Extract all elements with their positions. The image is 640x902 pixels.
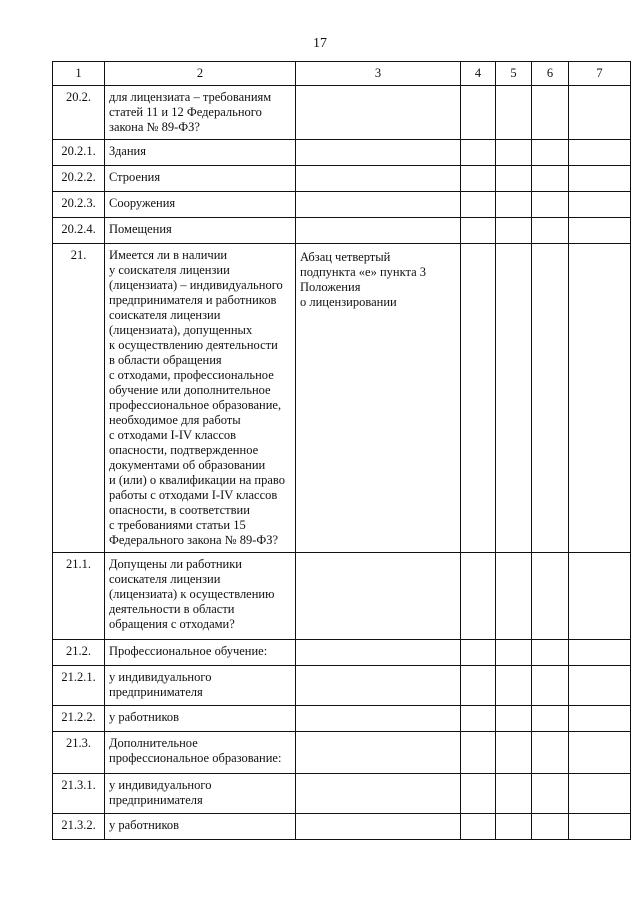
- empty-cell: [461, 140, 496, 166]
- table-row: [53, 166, 631, 192]
- item-question: Строения: [105, 166, 296, 192]
- item-reference: [296, 814, 461, 840]
- table-row: [53, 814, 631, 840]
- empty-cell: [532, 640, 569, 666]
- item-number: 20.2.4.: [53, 218, 105, 244]
- item-reference: [296, 553, 461, 640]
- item-reference: [296, 640, 461, 666]
- empty-cell: [569, 774, 631, 814]
- empty-cell: [496, 774, 532, 814]
- header-cell-col1: 1: [53, 62, 105, 86]
- checklist-table: [52, 61, 631, 840]
- empty-cell: [461, 732, 496, 774]
- empty-cell: [532, 86, 569, 140]
- empty-cell: [496, 640, 532, 666]
- empty-cell: [532, 814, 569, 840]
- empty-cell: [532, 166, 569, 192]
- item-number: 21.2.: [53, 640, 105, 666]
- item-number: 21.3.1.: [53, 774, 105, 814]
- empty-cell: [569, 86, 631, 140]
- table-row: [53, 192, 631, 218]
- table-row: [53, 666, 631, 706]
- header-cell-col2: 2: [105, 62, 296, 86]
- header-cell-col5: 5: [496, 62, 532, 86]
- empty-cell: [496, 244, 532, 553]
- empty-cell: [461, 640, 496, 666]
- empty-cell: [496, 553, 532, 640]
- item-number: 20.2.2.: [53, 166, 105, 192]
- item-reference: [296, 732, 461, 774]
- item-question: для лицензиата – требованиям статей 11 и 12 Федерального закона № 89-ФЗ?: [105, 86, 296, 140]
- empty-cell: [532, 244, 569, 553]
- empty-cell: [496, 666, 532, 706]
- empty-cell: [461, 218, 496, 244]
- empty-cell: [532, 140, 569, 166]
- table-row: [53, 732, 631, 774]
- empty-cell: [496, 86, 532, 140]
- item-reference: [296, 192, 461, 218]
- empty-cell: [461, 706, 496, 732]
- table-row: [53, 140, 631, 166]
- empty-cell: [569, 192, 631, 218]
- empty-cell: [569, 140, 631, 166]
- empty-cell: [496, 218, 532, 244]
- item-number: 20.2.3.: [53, 192, 105, 218]
- empty-cell: [569, 706, 631, 732]
- empty-cell: [496, 814, 532, 840]
- table-row: [53, 218, 631, 244]
- item-question: Имеется ли в наличии у соискателя лицензии (лицензиата) – индивидуального предпринимателя и работников соискателя лицензии (лицензиата), допущенных к осуществлению деятельности в области обращения с отходами, профессиональное обучение или дополнительное профессиональное образование, необходимое для работы с отходами I-IV классов опасности, подтвержденное документами об образовании и (или) о квалификации на право работы с отходами I-IV классов опасности, в соответствии с требованиями статьи 15 Федерального закона № 89-ФЗ?: [105, 244, 296, 553]
- item-number: 21.2.2.: [53, 706, 105, 732]
- empty-cell: [569, 732, 631, 774]
- empty-cell: [461, 774, 496, 814]
- item-reference: Абзац четвертый подпункта «е» пункта 3 Положения о лицензировании: [296, 244, 461, 553]
- item-reference: [296, 218, 461, 244]
- table-row: [53, 640, 631, 666]
- header-cell-col3: 3: [296, 62, 461, 86]
- header-cell-col7: 7: [569, 62, 631, 86]
- item-question: у индивидуального предпринимателя: [105, 774, 296, 814]
- empty-cell: [532, 218, 569, 244]
- item-reference: [296, 774, 461, 814]
- item-number: 20.2.: [53, 86, 105, 140]
- item-number: 21.1.: [53, 553, 105, 640]
- empty-cell: [461, 814, 496, 840]
- item-question: Здания: [105, 140, 296, 166]
- item-question: Сооружения: [105, 192, 296, 218]
- item-number: 21.3.2.: [53, 814, 105, 840]
- empty-cell: [569, 218, 631, 244]
- table-row: [53, 244, 631, 553]
- empty-cell: [461, 192, 496, 218]
- item-reference: [296, 666, 461, 706]
- item-question: Допущены ли работники соискателя лицензии (лицензиата) к осуществлению деятельности в области обращения с отходами?: [105, 553, 296, 640]
- item-reference: [296, 86, 461, 140]
- item-reference: [296, 706, 461, 732]
- empty-cell: [532, 732, 569, 774]
- table-row: [53, 553, 631, 640]
- empty-cell: [461, 553, 496, 640]
- empty-cell: [569, 244, 631, 553]
- item-question: Дополнительное профессиональное образование:: [105, 732, 296, 774]
- empty-cell: [532, 192, 569, 218]
- empty-cell: [496, 706, 532, 732]
- item-number: 21.3.: [53, 732, 105, 774]
- empty-cell: [532, 553, 569, 640]
- empty-cell: [569, 666, 631, 706]
- empty-cell: [461, 244, 496, 553]
- empty-cell: [569, 814, 631, 840]
- item-number: 20.2.1.: [53, 140, 105, 166]
- empty-cell: [461, 666, 496, 706]
- empty-cell: [496, 732, 532, 774]
- empty-cell: [532, 774, 569, 814]
- empty-cell: [461, 86, 496, 140]
- empty-cell: [461, 166, 496, 192]
- item-reference: [296, 140, 461, 166]
- empty-cell: [496, 166, 532, 192]
- item-number: 21.: [53, 244, 105, 553]
- table-header-row: [53, 62, 631, 86]
- empty-cell: [569, 166, 631, 192]
- item-question: у работников: [105, 814, 296, 840]
- item-question: у работников: [105, 706, 296, 732]
- item-number: 21.2.1.: [53, 666, 105, 706]
- page-number: 17: [313, 36, 327, 51]
- item-reference: [296, 166, 461, 192]
- item-question: Помещения: [105, 218, 296, 244]
- table-row: [53, 86, 631, 140]
- empty-cell: [569, 553, 631, 640]
- empty-cell: [532, 706, 569, 732]
- header-cell-col6: 6: [532, 62, 569, 86]
- table-row: [53, 774, 631, 814]
- empty-cell: [496, 192, 532, 218]
- header-cell-col4: 4: [461, 62, 496, 86]
- empty-cell: [496, 140, 532, 166]
- item-question: Профессиональное обучение:: [105, 640, 296, 666]
- empty-cell: [569, 640, 631, 666]
- table-row: [53, 706, 631, 732]
- empty-cell: [532, 666, 569, 706]
- item-question: у индивидуального предпринимателя: [105, 666, 296, 706]
